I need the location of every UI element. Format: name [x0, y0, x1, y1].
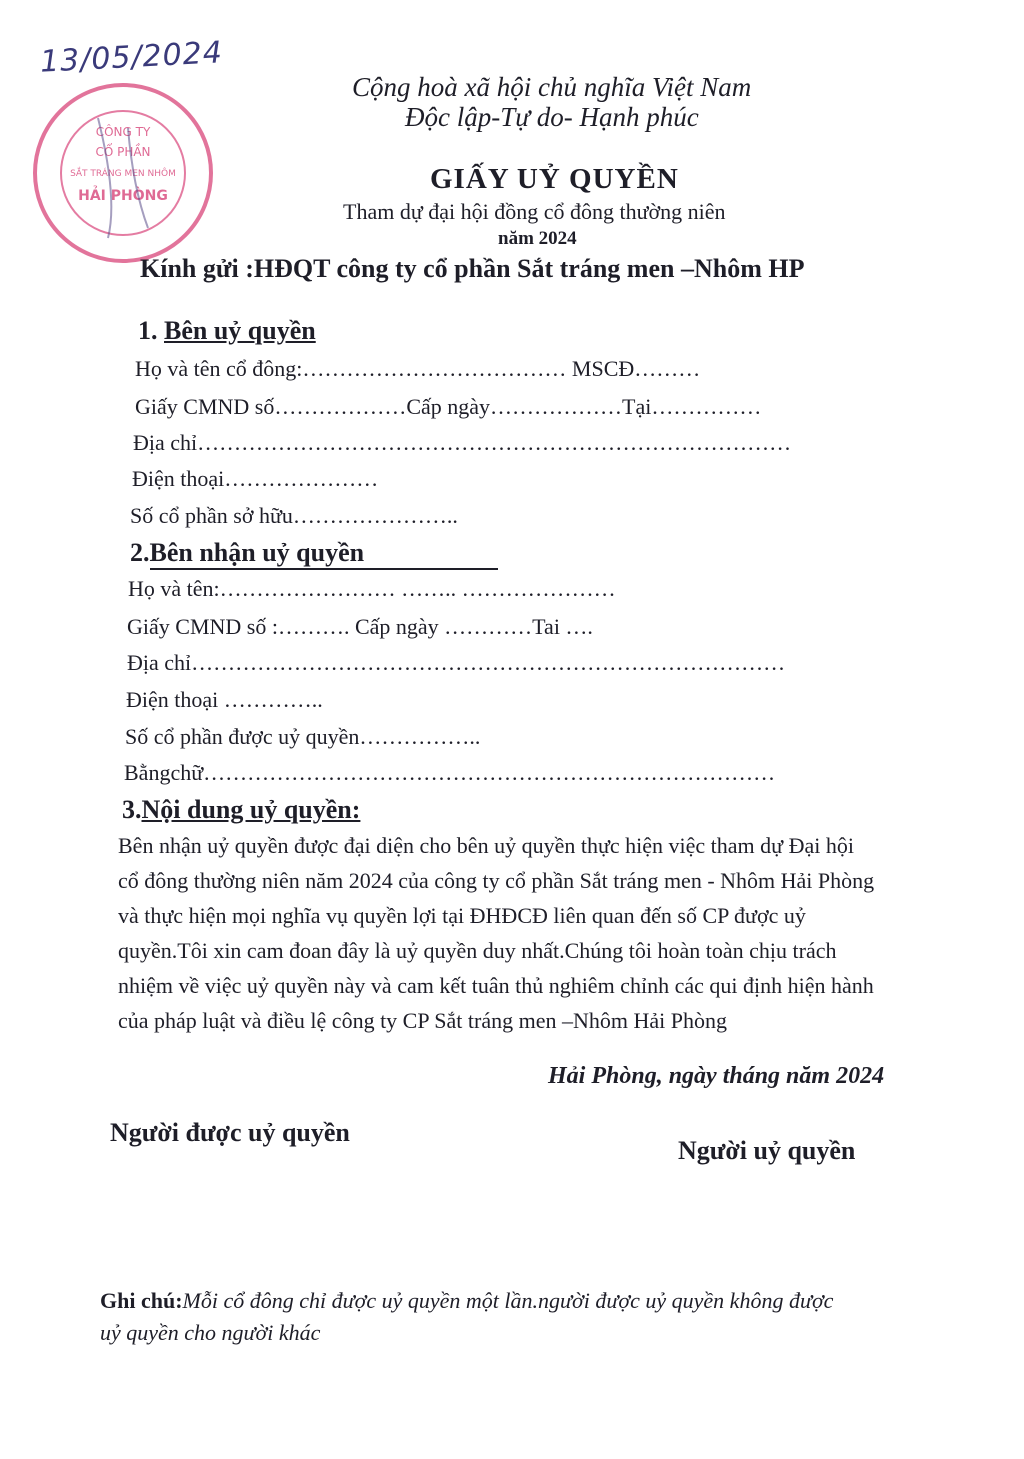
- place-and-date: Hải Phòng, ngày tháng năm 2024: [548, 1063, 885, 1089]
- section3-heading: [122, 795, 360, 825]
- grantee-signature-label: Người được uỷ quyền: [110, 1118, 350, 1147]
- grantee-id-field[interactable]: Giấy CMND số :………. Cấp ngày …………Tai ….: [127, 614, 593, 639]
- company-seal-stamp: [28, 78, 218, 268]
- paragraph-line: của pháp luật và điều lệ công ty CP Sắt tráng men –Nhôm Hải Phòng: [118, 1008, 727, 1033]
- authorization-content-paragraph: [118, 833, 963, 1043]
- document-title: GIẤY UỶ QUYỀN: [430, 163, 679, 195]
- section2-heading: [130, 538, 364, 568]
- footnote-text-line1: Mỗi cổ đông chỉ được uỷ quyền một lần.người được uỷ quyền không được: [182, 1288, 834, 1313]
- grantor-signature-label: Người uỷ quyền: [678, 1136, 856, 1165]
- grantor-address-field[interactable]: Địa chỉ………………………………………………………………………: [133, 430, 792, 455]
- svg-text:CỔ PHẦN: CỔ PHẦN: [95, 145, 151, 159]
- section2-underline: [150, 568, 498, 570]
- handwritten-date: 13/05/2024: [39, 35, 224, 80]
- footnote: [100, 1288, 833, 1314]
- addressee-line: Kính gửi :HĐQT công ty cổ phần Sắt tráng men –Nhôm HP: [140, 254, 805, 283]
- footnote-label: Ghi chú:: [100, 1288, 183, 1313]
- footnote-continuation: [100, 1320, 320, 1346]
- grantor-phone-field[interactable]: Điện thoại…………………: [132, 466, 379, 491]
- section2-number: 2.: [130, 538, 150, 567]
- grantee-address-field[interactable]: Địa chỉ………………………………………………………………………: [127, 650, 786, 675]
- document-subtitle: Tham dự đại hội đồng cổ đông thường niên: [343, 199, 726, 224]
- grantor-shares-field[interactable]: Số cổ phần sở hữu…………………..: [130, 503, 458, 528]
- section1-number: 1.: [138, 316, 164, 345]
- paragraph-line: Bên nhận uỷ quyền được đại diện cho bên uỷ quyền thực hiện việc tham dự Đại hội: [118, 833, 854, 858]
- section2-title: Bên nhận uỷ quyền: [149, 538, 365, 567]
- grantee-shares-in-words-field[interactable]: Bằngchữ……………………………………………………………………: [124, 760, 776, 785]
- svg-text:SẮT TRÁNG MEN NHÔM: SẮT TRÁNG MEN NHÔM: [70, 169, 176, 179]
- paragraph-line: nhiệm về việc uỷ quyền này và cam kết tuân thủ nghiêm chỉnh các qui định hiện hành: [118, 973, 874, 998]
- grantor-id-field[interactable]: Giấy CMND số………………Cấp ngày………………Tại……………: [135, 394, 762, 419]
- grantee-phone-field[interactable]: Điện thoại …………..: [126, 687, 323, 712]
- document-year: năm 2024: [498, 228, 577, 249]
- svg-text:CÔNG TY: CÔNG TY: [95, 125, 151, 139]
- section1-heading: [138, 316, 316, 346]
- section3-number: 3.: [122, 795, 142, 824]
- section3-title: Nội dung uỷ quyền:: [141, 795, 361, 824]
- national-motto-line2: Độc lập-Tự do- Hạnh phúc: [405, 102, 699, 132]
- grantor-name-field[interactable]: Họ và tên cổ đông:……………………………… MSCĐ………: [135, 356, 701, 381]
- paragraph-line: quyền.Tôi xin cam đoan đây là uỷ quyền duy nhất.Chúng tôi hoàn toàn chịu trách: [118, 938, 837, 963]
- grantee-name-field[interactable]: Họ và tên:…………………… …….. …………………: [128, 576, 616, 601]
- national-motto-line1: Cộng hoà xã hội chủ nghĩa Việt Nam: [352, 72, 752, 102]
- footnote-text-line2: uỷ quyền cho người khác: [100, 1320, 321, 1345]
- paragraph-line: cổ đông thường niên năm 2024 của công ty cổ phần Sắt tráng men - Nhôm Hải Phòng: [118, 868, 875, 893]
- paragraph-line: và thực hiện mọi nghĩa vụ quyền lợi tại ĐHĐCĐ liên quan đến số CP được uỷ: [118, 903, 806, 928]
- section1-title: Bên uỷ quyền: [164, 316, 316, 345]
- svg-text:HẢI PHÒNG: HẢI PHÒNG: [78, 188, 168, 204]
- grantee-shares-field[interactable]: Số cổ phần được uỷ quyền……………..: [125, 724, 481, 749]
